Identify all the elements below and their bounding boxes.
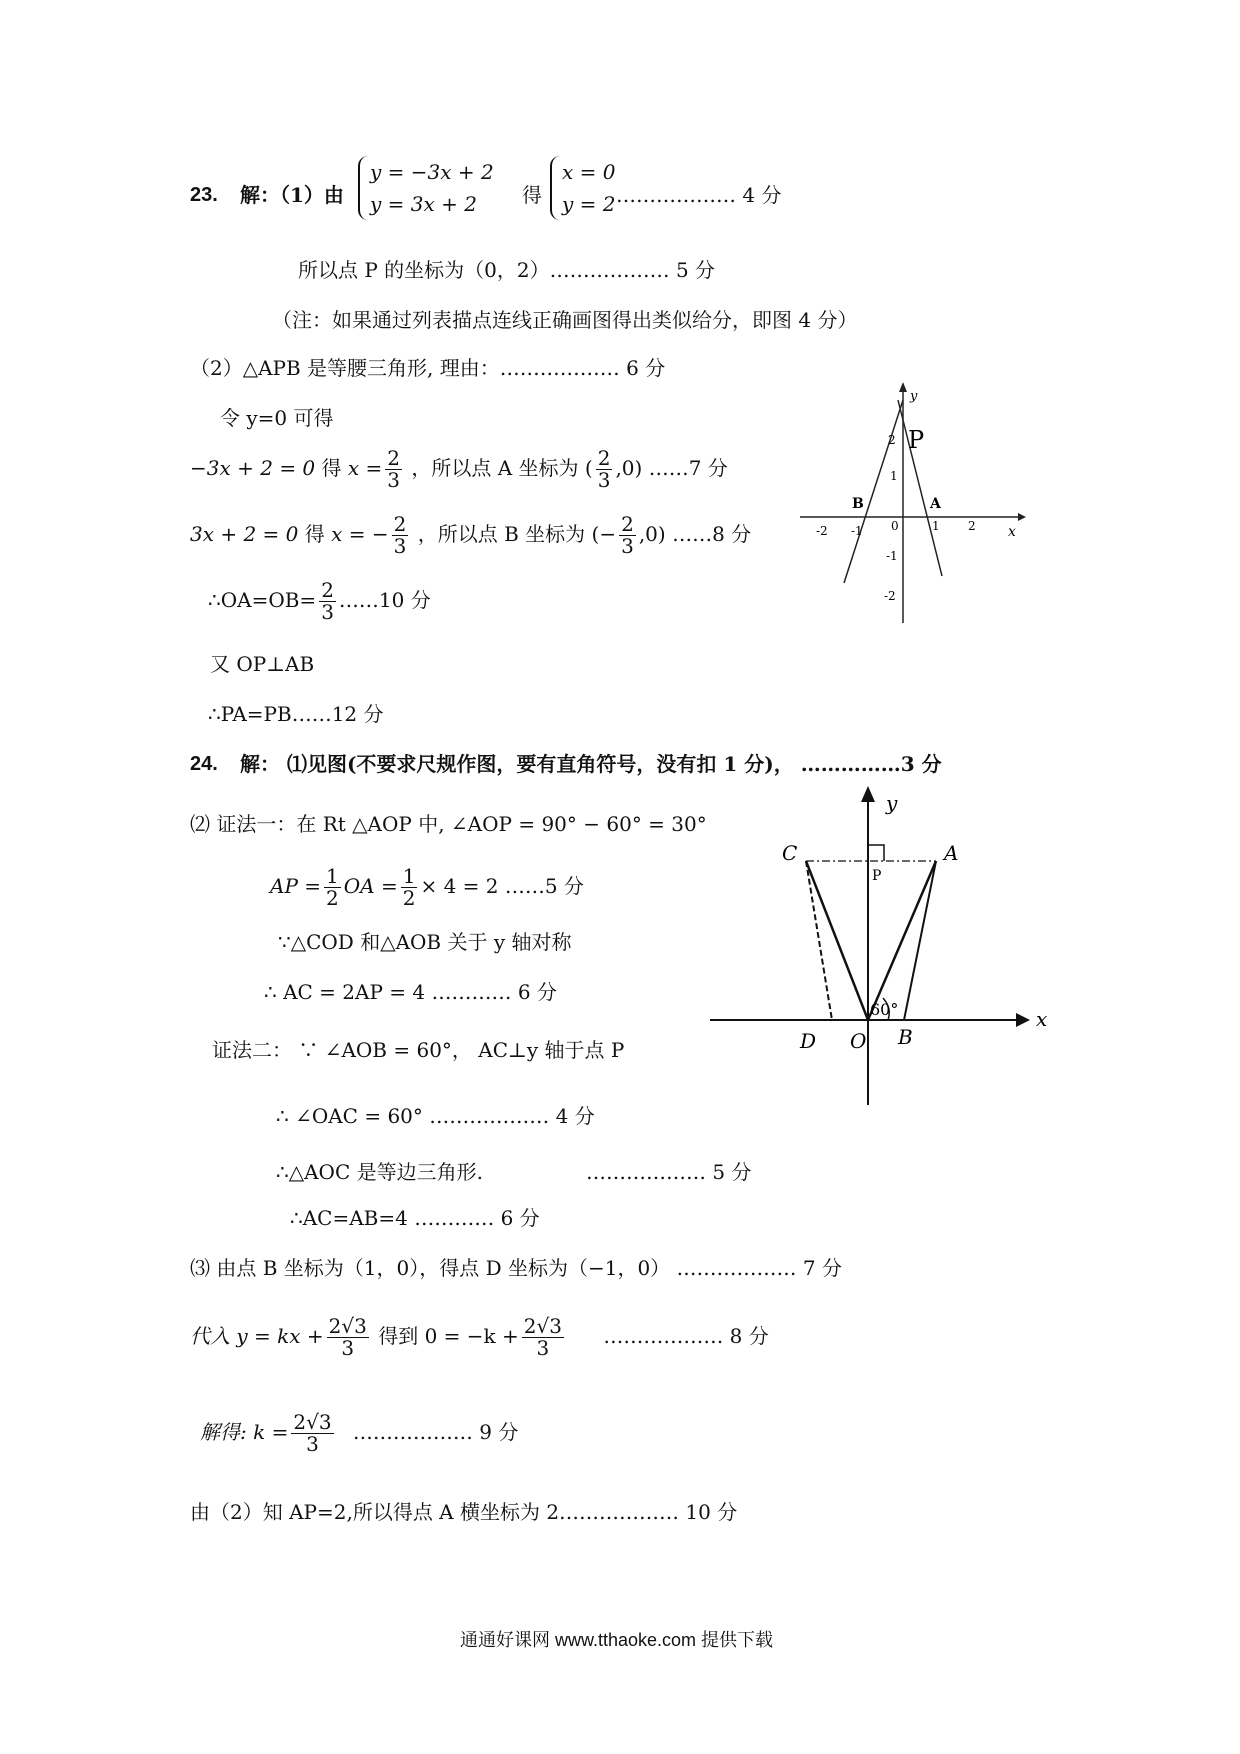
y-tick-1: 1 [890, 469, 898, 483]
x-eq-a: x = [347, 456, 383, 480]
oa-eq: OA = [343, 874, 398, 898]
paren-close-b: ,0) [638, 522, 666, 546]
segment-cd [806, 861, 832, 1020]
frac-den: 3 [621, 534, 634, 558]
q24-oac: ∴ ∠OAC = 60° ……………… 4 分 [276, 1104, 595, 1128]
point-a-label: A [930, 496, 941, 512]
page-footer: 通通好课网 www.tthaoke.com 提供下载 [460, 1630, 774, 1650]
frac-den: 3 [387, 468, 401, 492]
frac-den: 3 [597, 468, 611, 492]
score-9: ……………… 9 分 [352, 1420, 519, 1444]
frac-num: 2 [597, 446, 611, 470]
system1-eq1: y = −3x + 2 [370, 160, 494, 184]
y-axis-arrow [899, 382, 907, 392]
q24-substitute [190, 1316, 769, 1359]
frac-den: 3 [321, 600, 334, 624]
score-10: ……10 分 [338, 588, 431, 612]
q23-perpendicular: 又 OP⊥AB [210, 652, 315, 676]
q23-de: 得 [522, 183, 542, 207]
q24-final: 由（2）知 AP=2,所以得点 A 横坐标为 2……………… 10 分 [190, 1500, 738, 1524]
point-b-text: ，所以点 B 坐标为 [417, 522, 586, 546]
score-8: ……8 分 [672, 522, 752, 546]
q23-pa-pb: ∴PA=PB……12 分 [208, 702, 384, 726]
half-den: 2 [326, 886, 339, 910]
x-eq-b: x = − [331, 522, 389, 546]
segment-oc [806, 861, 868, 1020]
root-num: 2√3 [328, 1314, 367, 1338]
half-num: 1 [326, 864, 339, 888]
q24-proof1-heading: ⑵ 证法一：在 Rt △AOP 中, ∠AOP = 90° − 60° = 30° [190, 812, 707, 836]
root-den: 3 [306, 1432, 319, 1456]
x-tick-1: 1 [932, 519, 940, 533]
q24-number: 24. [190, 753, 218, 775]
q24-part3: ⑶ 由点 B 坐标为（1，0），得点 D 坐标为（−1，0） ……………… 7 分 [190, 1256, 842, 1280]
eq-a: −3x + 2 = 0 [190, 456, 316, 480]
point-d-label: D [800, 1029, 817, 1053]
eq-b: 3x + 2 = 0 [190, 522, 299, 546]
point-a-text: ，所以点 A 坐标为 [411, 456, 579, 480]
x-tick-neg1: -1 [851, 524, 863, 538]
oa-text: ∴OA=OB= [208, 588, 317, 612]
q23-note: （注：如果通过列表描点连线正确画图得出类似给分，即图 4 分） [272, 308, 858, 332]
y-axis-label: y [910, 389, 918, 404]
paren-open: ( [584, 456, 593, 480]
root-num: 2√3 [523, 1314, 562, 1338]
q23-oa-ob [208, 580, 431, 623]
equation-system-1 [358, 156, 500, 220]
q23-solution-lead: 解：（1）由 [240, 183, 344, 207]
y-tick-neg2: -2 [884, 589, 896, 603]
root-num: 2√3 [293, 1410, 332, 1434]
system2-eq2: y = 2 [562, 192, 616, 216]
point-p-label: P [908, 426, 925, 454]
sub-got: 得到 0 = −k + [378, 1324, 519, 1348]
root-den: 3 [536, 1336, 550, 1360]
score-7: ……7 分 [648, 456, 728, 480]
system1-eq2: y = 3x + 2 [370, 192, 477, 216]
right-angle-mark [868, 845, 884, 861]
y-tick-neg1: -1 [886, 549, 898, 563]
q23-part2: （2）△APB 是等腰三角形, 理由：……………… 6 分 [190, 356, 666, 380]
point-p-label: P [872, 868, 882, 884]
y-axis-arrow [861, 786, 875, 802]
q23-line-b [190, 514, 751, 557]
q24-proof2: 证法二： ∵ ∠AOB = 60°， AC⊥y 轴于点 P [212, 1038, 625, 1062]
q24-equilateral: ∴△AOC 是等边三角形. [276, 1160, 483, 1184]
sub-eq: 代入 y = kx + [190, 1324, 324, 1348]
x-tick-neg2: -2 [816, 524, 828, 538]
y-tick-2: 2 [888, 433, 896, 447]
root-den: 3 [341, 1336, 355, 1360]
angle-label: 60° [870, 1000, 899, 1019]
point-o-label: O [850, 1029, 867, 1053]
half-den: 2 [402, 886, 416, 910]
frac-num: 2 [393, 512, 407, 536]
frac-num: 2 [387, 446, 401, 470]
x-tick-0: 0 [891, 519, 899, 533]
paren-open-b: (− [591, 522, 617, 546]
q24-solve [200, 1412, 518, 1455]
x-tick-2: 2 [968, 519, 976, 533]
frac-den: 3 [393, 534, 407, 558]
q24-ap-line [270, 866, 584, 909]
system2-eq1: x = 0 [562, 160, 616, 184]
point-a-label: A [944, 841, 959, 865]
q23-number: 23. [190, 184, 218, 206]
paren-close: ,0) [615, 456, 643, 480]
q23-let-y0: 令 y=0 可得 [220, 406, 334, 430]
q23-p-coordinate: 所以点 P 的坐标为（0，2）……………… 5 分 [298, 258, 716, 282]
x-axis-arrow [1018, 513, 1026, 521]
q24-ac: ∴ AC = 2AP = 4 ………… 6 分 [264, 980, 557, 1004]
y-axis-label: y [886, 791, 898, 815]
q24-ac-ab: ∴AC=AB=4 ………… 6 分 [290, 1206, 540, 1230]
score-8-q24: ……………… 8 分 [603, 1324, 769, 1348]
solve-eq: 解得: k = [200, 1420, 289, 1444]
x-axis-label: x [1036, 1007, 1048, 1031]
x-axis-label: x [1008, 524, 1016, 540]
equation-system-2 [550, 156, 622, 220]
de-b: 得 [304, 522, 325, 546]
q24-part1: 解： ⑴见图(不要求尺规作图，要有直角符号，没有扣 1 分)， ……………3 分 [240, 752, 942, 776]
point-b-label: B [852, 496, 864, 512]
frac-num: 2 [321, 578, 334, 602]
x-axis-arrow [1016, 1013, 1030, 1027]
frac-num: 2 [621, 512, 634, 536]
q23-score-4: ……………… 4 分 [616, 183, 782, 207]
segment-oa [868, 861, 936, 1020]
point-c-label: C [782, 841, 798, 865]
q23-line-a [190, 448, 728, 491]
point-b-label: B [898, 1025, 913, 1049]
q24-equilateral-score: ……………… 5 分 [586, 1160, 752, 1184]
ap-result: × 4 = 2 ……5 分 [420, 874, 584, 898]
figure-23-graph [790, 378, 1030, 628]
figure-24-graph [700, 780, 1060, 1120]
ap-eq: AP = [270, 874, 322, 898]
segment-ab [904, 861, 936, 1020]
de-a: 得 [321, 456, 342, 480]
half-num: 1 [402, 864, 416, 888]
q24-symmetry: ∵△COD 和△AOB 关于 y 轴对称 [278, 930, 572, 954]
